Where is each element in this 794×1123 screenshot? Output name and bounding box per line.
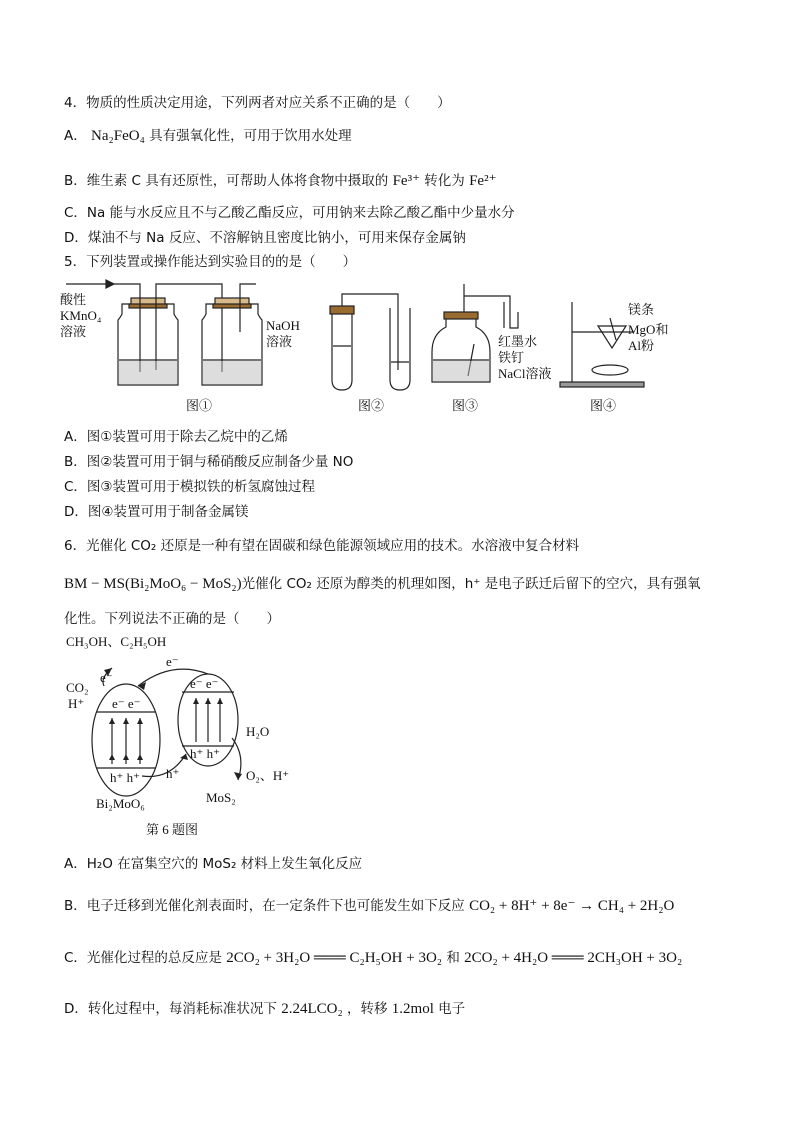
fig4-label-mg: 镁条 <box>628 302 655 317</box>
fig6-electron-top: e⁻ <box>166 654 179 669</box>
q4-a-text: 具有强氧化性，可用于饮用水处理 <box>149 128 352 144</box>
fig6-products: CH₃OH、C₂H₅OH <box>66 634 167 649</box>
q6-c-equation1: 2CO₂ + 3H₂O ═══ C₂H₅OH + 3O₂ <box>226 950 443 966</box>
fig3-label-nail: 铁钉 <box>498 350 525 365</box>
q4-option-d: D．煤油不与 Na 反应、不溶解钠且密度比钠小，可用来保存金属钠 <box>64 230 466 246</box>
fig4-label-mgo: MgO和 <box>628 322 669 337</box>
q4-option-c: C．Na 能与水反应且不与乙酸乙酯反应，可用钠来去除乙酸乙酯中少量水分 <box>64 205 515 221</box>
q5-apparatus-figure <box>60 272 680 417</box>
q6-c-equation2: 2CO₂ + 4H₂O ═══ 2CH₃OH + 3O₂ <box>464 950 683 966</box>
q6-d-volume: 2.24LCO₂ <box>281 1001 343 1017</box>
q6-mechanism-figure <box>60 630 300 840</box>
q4-b-ion2: Fe²⁺ <box>469 173 497 189</box>
q6-stem-line2 <box>64 572 701 593</box>
q4-a-prefix: A． <box>64 128 87 144</box>
q5-option-d: D．图④装置可用于制备金属镁 <box>64 504 249 520</box>
fig4-label-al: Al粉 <box>628 338 655 353</box>
fig6-electron-left: e⁻ <box>100 670 113 685</box>
q5-option-c: C．图③装置可用于模拟铁的析氢腐蚀过程 <box>64 479 316 495</box>
q4-b-text2: 转化为 <box>424 173 465 189</box>
q6-b-text: B．电子迁移到光催化剂表面时，在一定条件下也可能发生如下反应 <box>64 898 465 914</box>
q4-stem: 4．物质的性质决定用途，下列两者对应关系不正确的是（ ） <box>64 95 451 111</box>
q6-stem-line3: 化性。下列说法不正确的是（ ） <box>64 611 280 627</box>
q6-option-d <box>64 997 465 1018</box>
fig6-holes-mos2: h⁺ h⁺ <box>190 746 220 761</box>
fig6-right-label: MoS₂ <box>206 790 236 805</box>
fig6-holes-bi: h⁺ h⁺ <box>110 770 140 785</box>
fig6-caption: 第 6 题图 <box>146 822 199 837</box>
fig6-hole-transfer: h⁺ <box>166 766 180 781</box>
q6-stem-line2-text: 光催化 CO₂ 还原为醇类的机理如图，h⁺ 是电子跃迁后留下的空穴，具有强氧 <box>241 576 701 592</box>
q4-b-text1: B．维生素 C 具有还原性，可帮助人体将食物中摄取的 <box>64 173 389 189</box>
fig6-electrons-mos2: e⁻ e⁻ <box>190 676 219 691</box>
q5-option-a: A．图①装置可用于除去乙烷中的乙烯 <box>64 429 288 445</box>
q6-d-text3: 电子 <box>438 1001 466 1017</box>
fig1-caption: 图① <box>186 398 213 413</box>
q6-c-and: 和 <box>446 950 460 966</box>
fig1-label-kmno4: KMnO₄ <box>60 308 102 323</box>
q4-a-formula: Na₂FeO₄ <box>91 128 145 144</box>
q4-b-ion1: Fe³⁺ <box>392 173 420 189</box>
q6-option-c <box>64 946 682 967</box>
fig6-water: H₂O <box>246 724 270 739</box>
fig6-electrons-bi: e⁻ e⁻ <box>112 696 141 711</box>
fig3-caption: 图③ <box>452 398 479 413</box>
q4-option-b <box>64 169 497 190</box>
q6-stem-line1: 6．光催化 CO₂ 还原是一种有望在固碳和绿色能源领域应用的技术。水溶液中复合材料 <box>64 538 580 554</box>
fig6-hplus-left: H⁺ <box>68 696 85 711</box>
q6-material-formula: BM − MS(Bi₂MoO₆ − MoS₂) <box>64 576 242 592</box>
fig2-caption: 图② <box>358 398 385 413</box>
q5-stem: 5．下列装置或操作能达到实验目的的是（ ） <box>64 254 357 270</box>
q6-d-text2: ，转移 <box>346 1001 388 1017</box>
fig3-label-red-ink: 红墨水 <box>498 334 538 349</box>
q6-d-moles: 1.2mol <box>391 1001 434 1017</box>
fig1-label-solution: 溶液 <box>60 324 87 339</box>
q6-d-text1: D．转化过程中，每消耗标准状况下 <box>64 1001 277 1017</box>
fig6-co2: CO₂ <box>66 680 89 695</box>
fig1-label-naoh-solution: 溶液 <box>266 334 293 349</box>
q6-option-b <box>64 894 674 915</box>
fig3-label-nacl: NaCl溶液 <box>498 366 552 381</box>
fig6-left-label: Bi₂MoO₆ <box>96 796 145 811</box>
q5-option-b: B．图②装置可用于铜与稀硝酸反应制备少量 NO <box>64 454 354 470</box>
q6-c-text: C．光催化过程的总反应是 <box>64 950 222 966</box>
q6-b-equation: CO₂ + 8H⁺ + 8e⁻ → CH₄ + 2H₂O <box>469 898 675 914</box>
fig1-label-acid: 酸性 <box>60 292 87 307</box>
fig6-o2: O₂、H⁺ <box>246 768 290 783</box>
fig1-label-naoh: NaOH <box>266 318 300 333</box>
fig4-caption: 图④ <box>590 398 617 413</box>
q4-option-a <box>64 124 352 145</box>
q6-option-a: A．H₂O 在富集空穴的 MoS₂ 材料上发生氧化反应 <box>64 856 363 872</box>
